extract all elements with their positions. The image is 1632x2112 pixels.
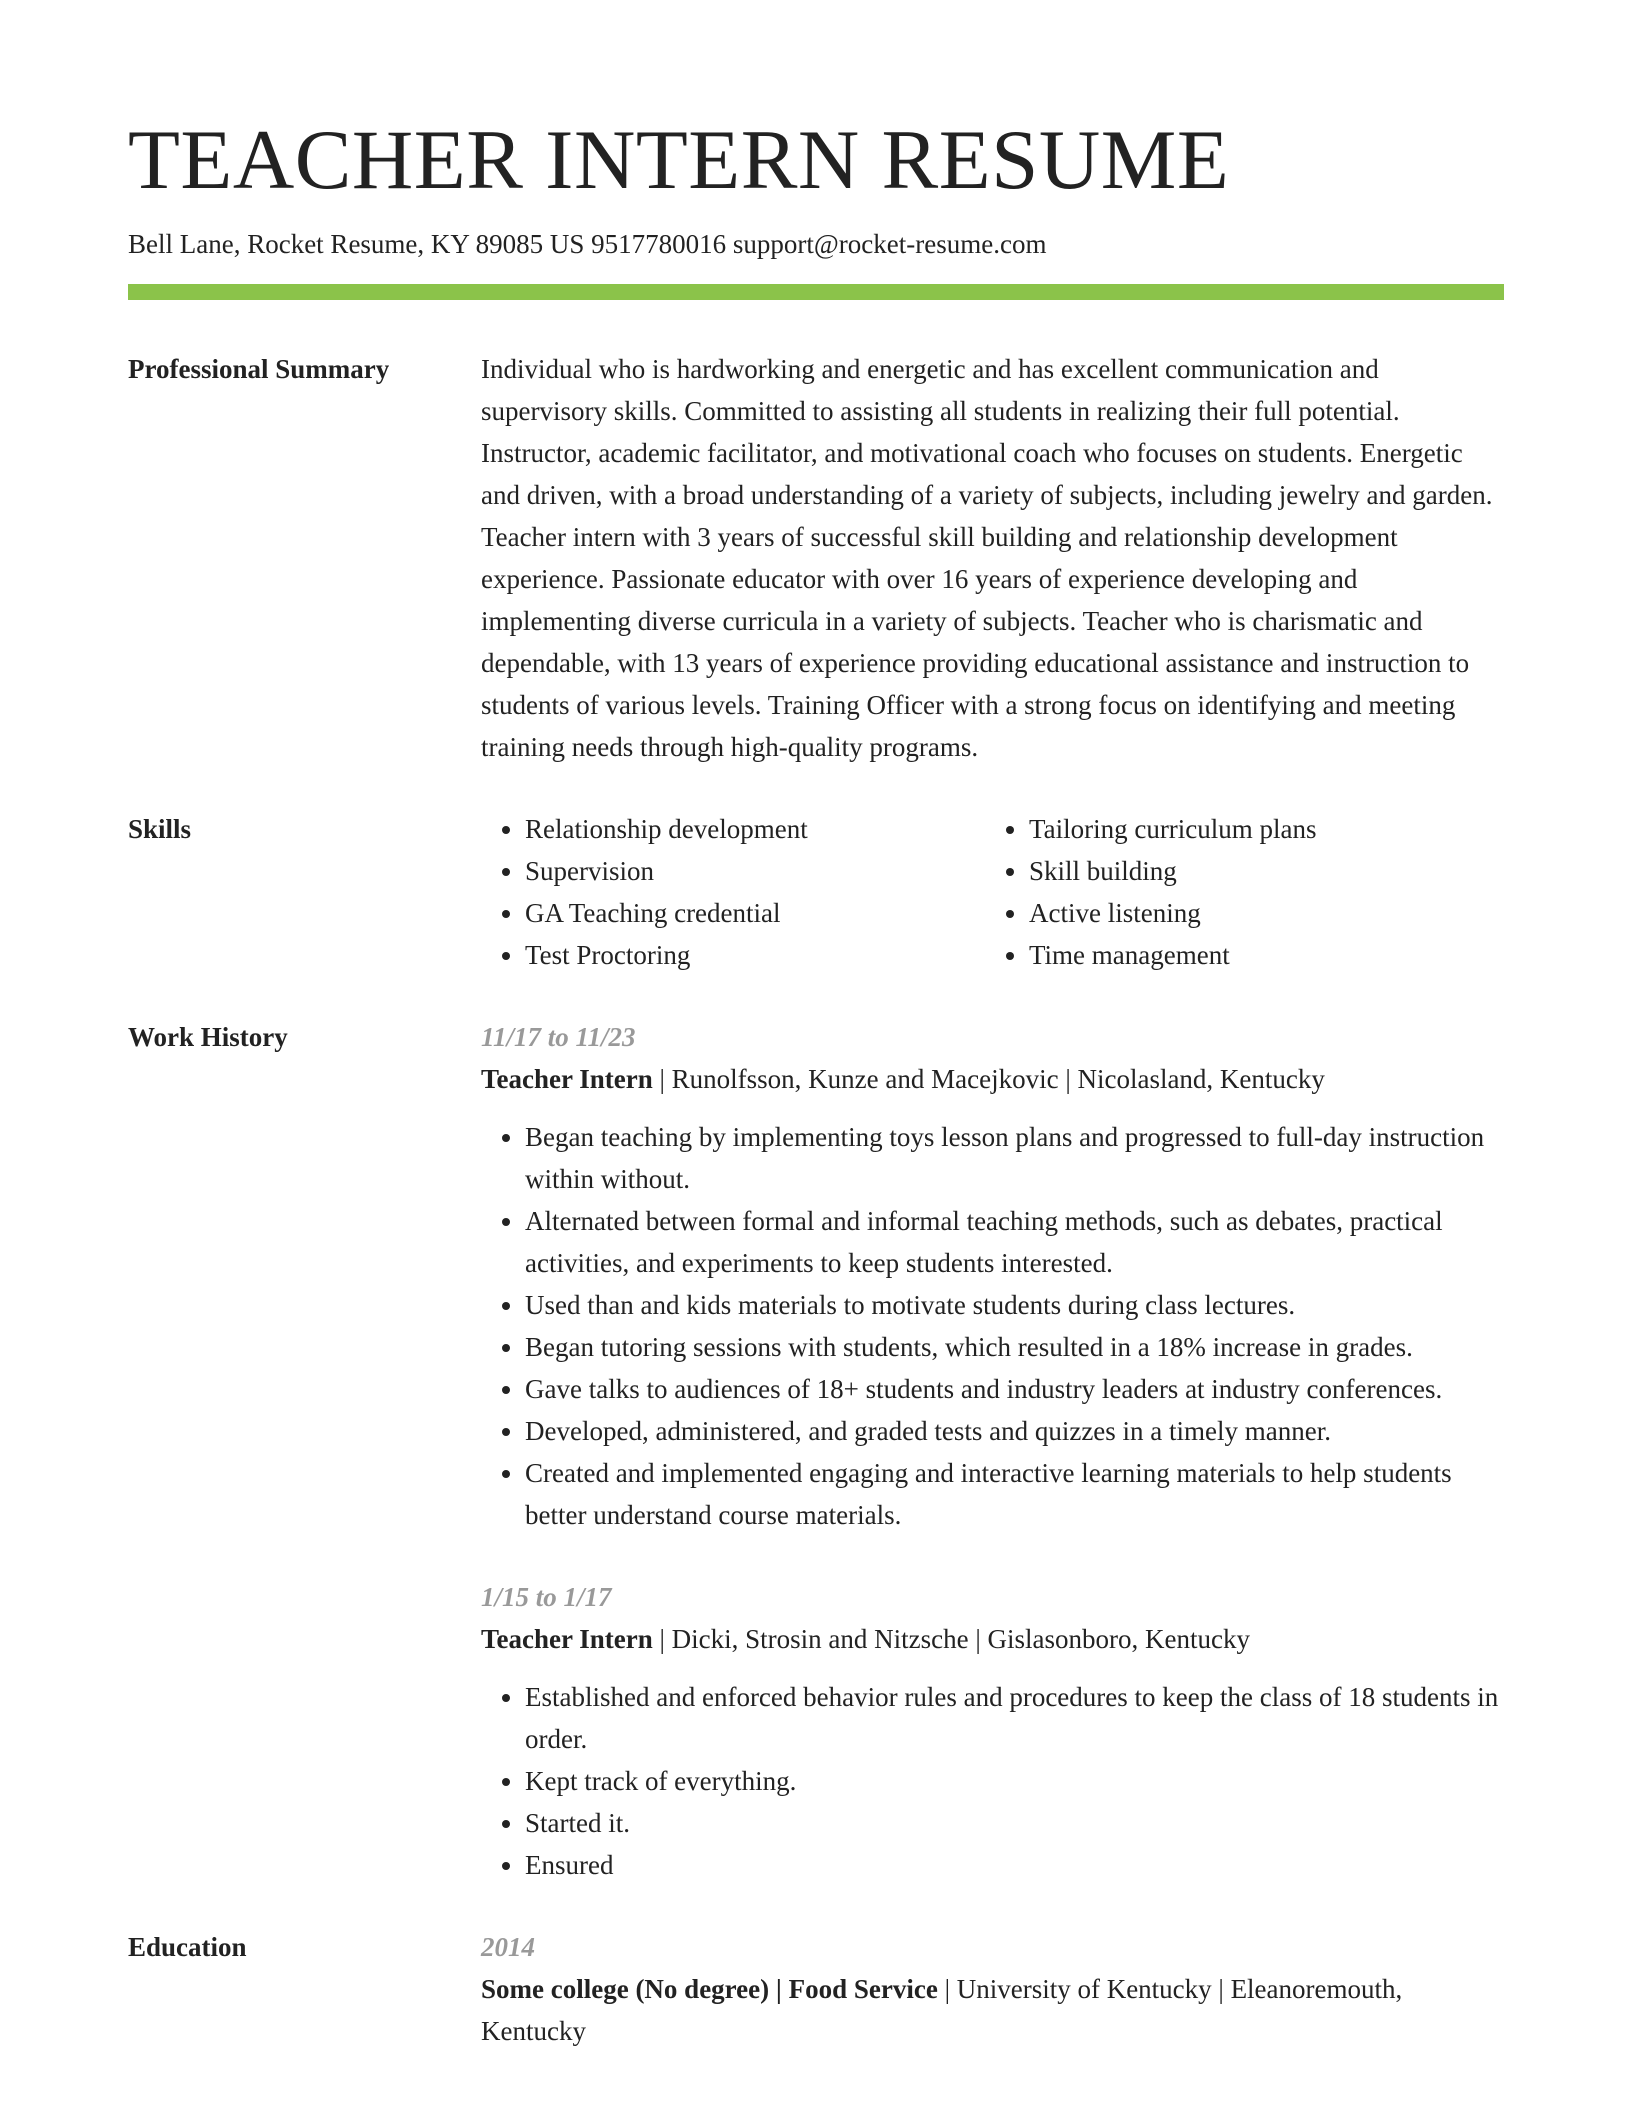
skill-item: • Test Proctoring	[525, 934, 985, 976]
job-dates: 11/17 to 11/23	[481, 1022, 636, 1053]
education-section	[128, 1926, 1504, 2052]
job-bullets	[481, 1676, 1504, 1886]
work-history-section	[128, 1016, 1504, 1886]
education-degree: Some college (No degree) | Food Service	[481, 1974, 938, 2005]
skills-column-2	[985, 808, 1489, 976]
summary-text: Individual who is hardworking and energetic and has excellent communication and supervisory skills. Committed to assisting all students in realizing their full potential. Instructor, academic facilitator, and motivational coach who focuses on students. Energetic and driven, with a broad understanding of a variety of subjects, including jewelry and garden. Teacher intern with 3 years of successful skill building and relationship development experience. Passionate educator with over 16 years of experience developing and implementing diverse curricula in a variety of subjects. Teacher who is charismatic and dependable, with 13 years of experience providing educational assistance and instruction to students of various levels. Training Officer with a strong focus on identifying and meeting training needs through high-quality programs.	[481, 354, 1493, 763]
job-bullets	[481, 1116, 1504, 1536]
job-employer: | Runolfsson, Kunze and Macejkovic | Nicolasland, Kentucky	[652, 1064, 1325, 1095]
job-bullet: • Started it.	[525, 1802, 1504, 1844]
education-year: 2014	[481, 1932, 535, 1963]
education-label: Education	[128, 1932, 247, 1963]
skill-item: • Relationship development	[525, 808, 985, 850]
education-heading	[481, 1968, 1504, 2052]
skill-item: • Supervision	[525, 850, 985, 892]
job-bullet: • Developed, administered, and graded tests and quizzes in a timely manner.	[525, 1410, 1504, 1452]
job-bullet: • Began tutoring sessions with students, which resulted in a 18% increase in grades.	[525, 1326, 1504, 1368]
summary-label: Professional Summary	[128, 354, 390, 385]
job-dates: 1/15 to 1/17	[481, 1582, 612, 1613]
job-bullet: • Created and implemented engaging and interactive learning materials to help students better understand course materials.	[525, 1452, 1504, 1536]
job-title: Teacher Intern	[481, 1064, 653, 1095]
job-entry	[481, 1576, 1504, 1886]
job-employer: | Dicki, Strosin and Nitzsche | Gislasonboro, Kentucky	[652, 1624, 1250, 1655]
job-heading	[481, 1618, 1504, 1660]
skill-item: • Time management	[1029, 934, 1489, 976]
job-heading	[481, 1058, 1504, 1100]
job-bullet: • Gave talks to audiences of 18+ students and industry leaders at industry conferences.	[525, 1368, 1504, 1410]
skills-list	[481, 808, 1504, 976]
job-bullet: • Kept track of everything.	[525, 1760, 1504, 1802]
skills-label: Skills	[128, 814, 192, 845]
resume-title: TEACHER INTERN RESUME	[128, 113, 1230, 207]
contact-info: Bell Lane, Rocket Resume, KY 89085 US 9517780016 support@rocket-resume.com	[128, 229, 1047, 259]
job-title: Teacher Intern	[481, 1624, 653, 1655]
skills-column-1	[481, 808, 985, 976]
job-bullet: • Used than and kids materials to motivate students during class lectures.	[525, 1284, 1504, 1326]
job-bullet: • Established and enforced behavior rules and procedures to keep the class of 18 students in order.	[525, 1676, 1504, 1760]
job-bullet: • Alternated between formal and informal teaching methods, such as debates, practical activities, and experiments to keep students interested.	[525, 1200, 1504, 1284]
skill-item: • GA Teaching credential	[525, 892, 985, 934]
skill-item: • Tailoring curriculum plans	[1029, 808, 1489, 850]
header-divider	[128, 284, 1504, 300]
summary-section	[128, 348, 1504, 768]
work-history-label: Work History	[128, 1022, 288, 1053]
job-bullet: • Began teaching by implementing toys lesson plans and progressed to full-day instruction within without.	[525, 1116, 1504, 1200]
skill-item: • Skill building	[1029, 850, 1489, 892]
job-entry	[481, 1016, 1504, 1536]
skills-section	[128, 808, 1504, 976]
job-bullet: • Ensured	[525, 1844, 1504, 1886]
skill-item: • Active listening	[1029, 892, 1489, 934]
education-school: | University of Kentucky | Eleanoremouth, Kentucky	[481, 1974, 1403, 2047]
